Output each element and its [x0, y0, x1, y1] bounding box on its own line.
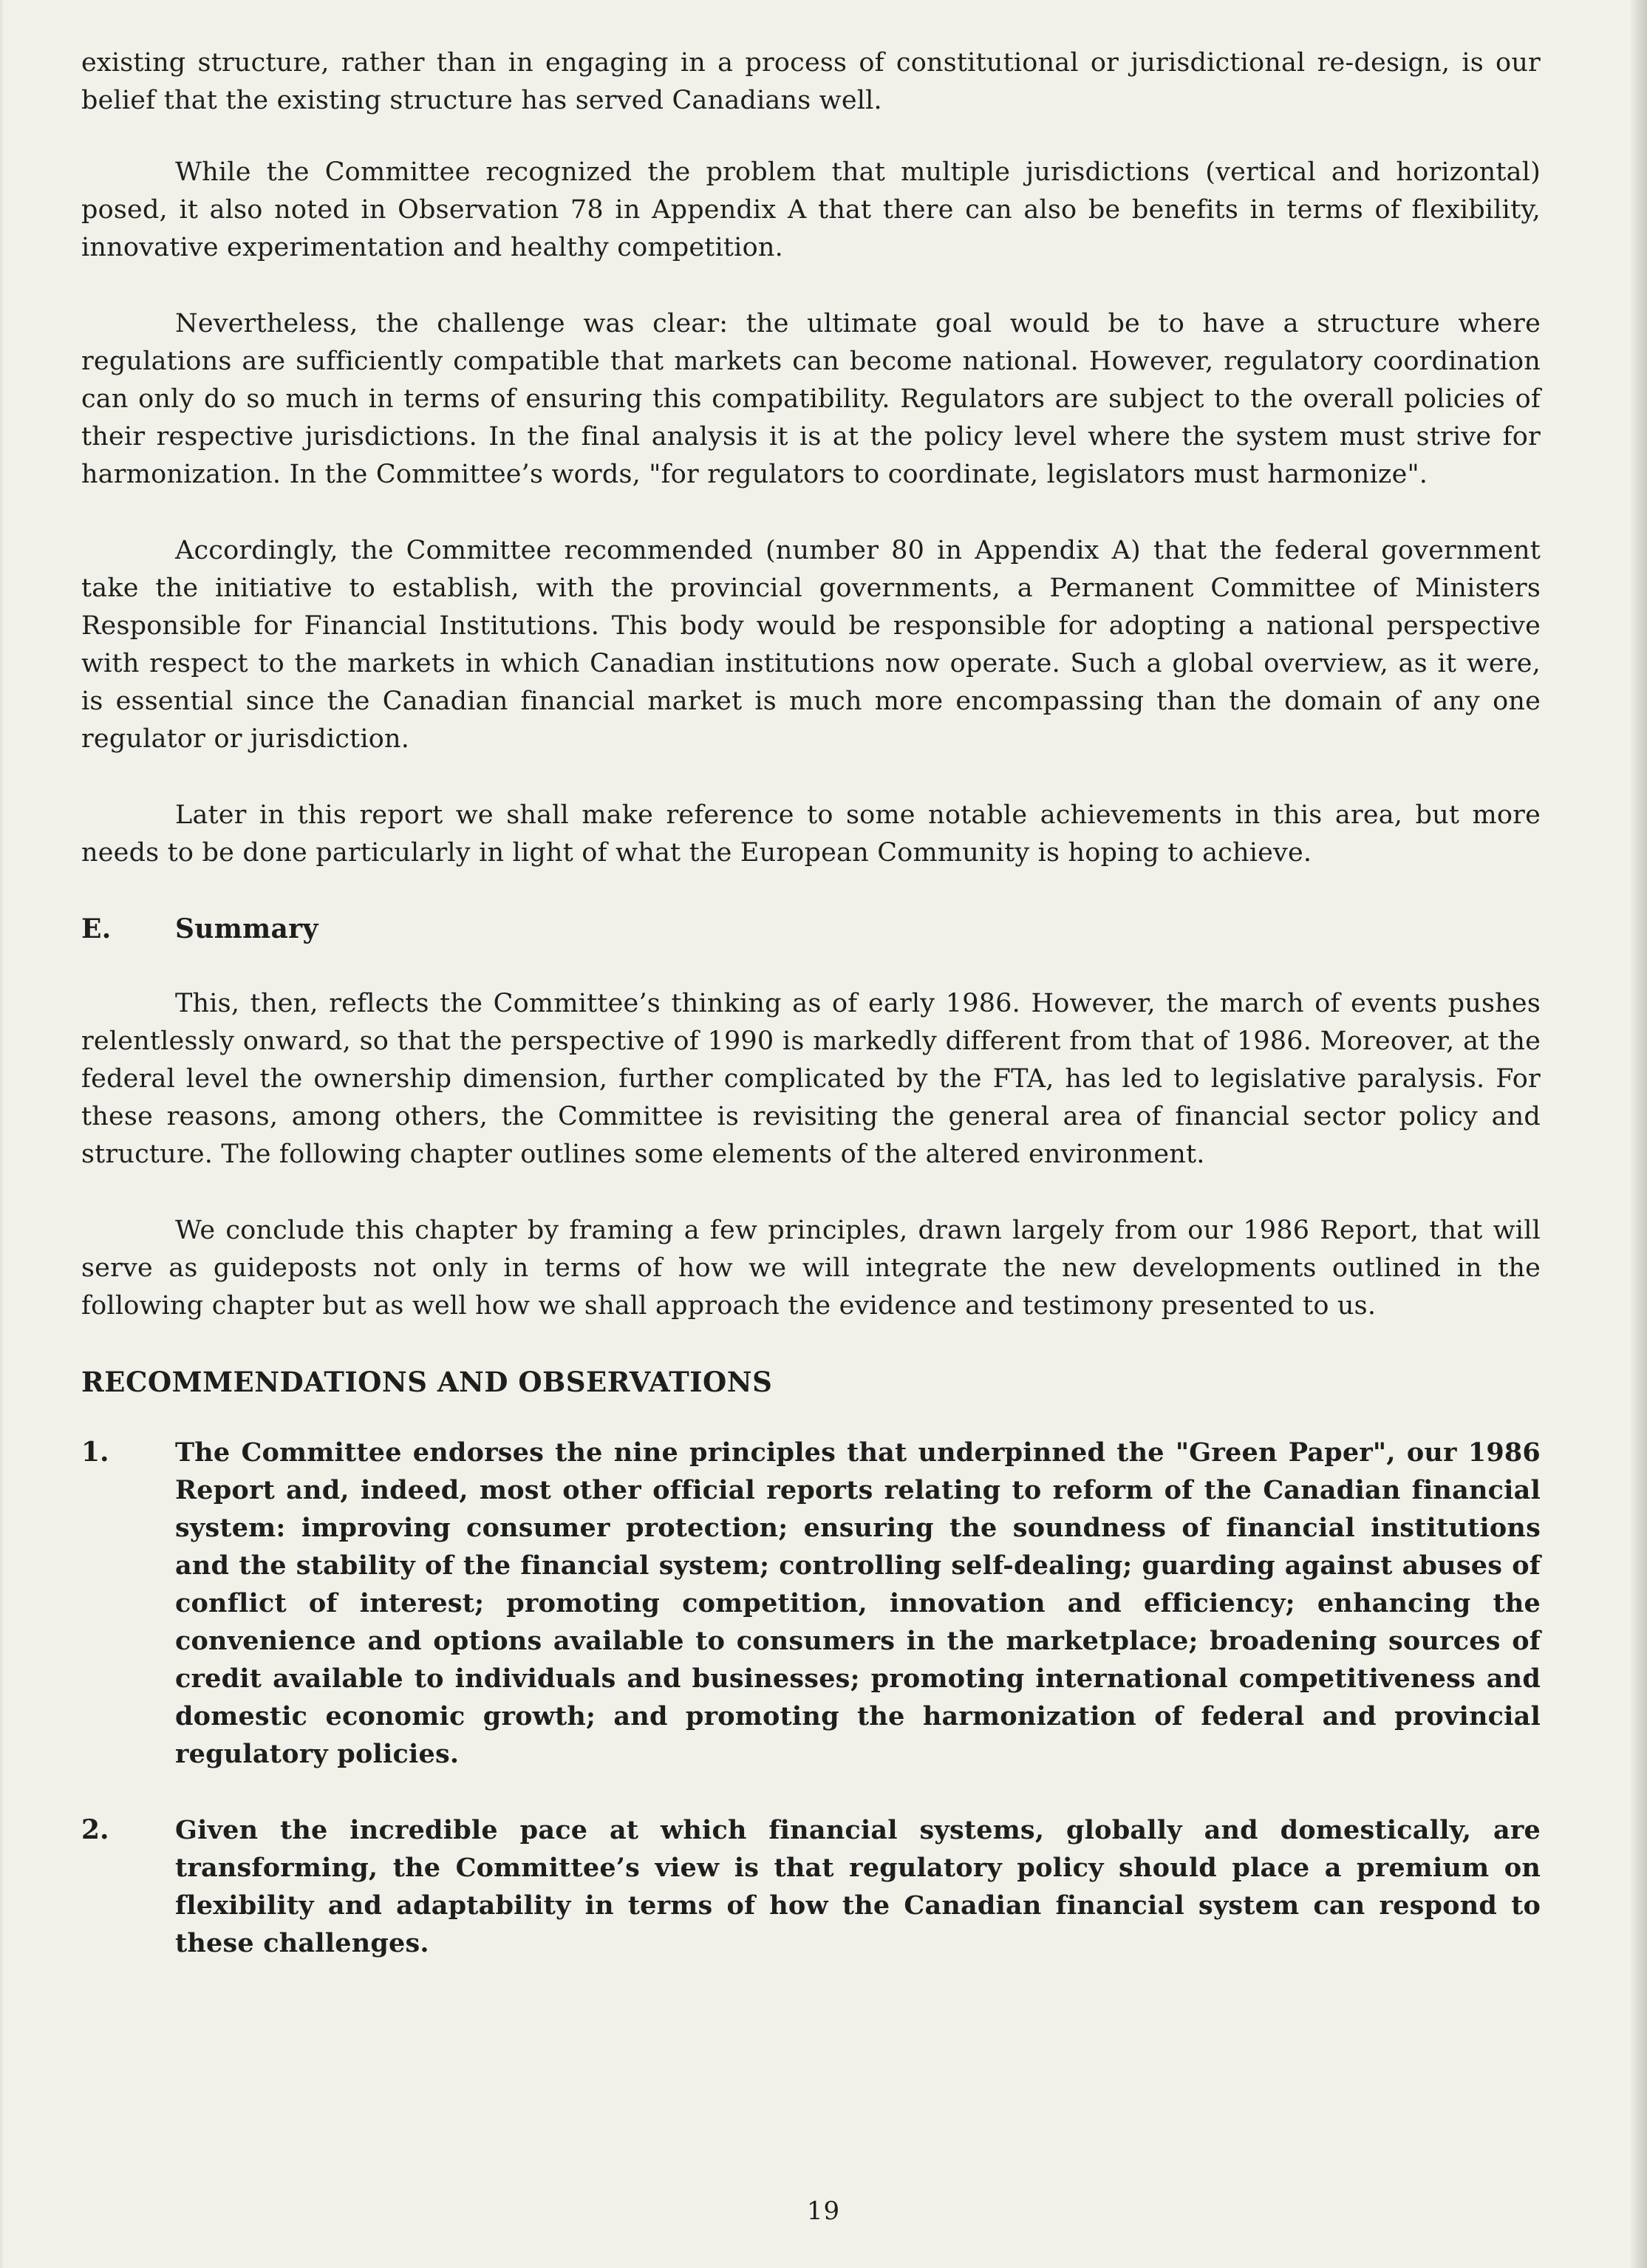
paragraph-continuation: existing structure, rather than in engaging in a process of constitutional or jurisdictional re-design, is our belief that the existing structure has served Canadians well.	[81, 48, 1541, 115]
recommendation-item	[81, 1434, 1541, 1773]
page-edge-left	[0, 0, 4, 2268]
recommendation-text: The Committee endorses the nine principles that underpinned the "Green Paper", our 1986 Report and, indeed, most other official reports relating to reform of the Canadian financial system: improving consumer protection; ensuring the soundness of financial institutions and the stability of the financial system; controlling self-dealing; guarding against abuses of conflict of interest; promoting competition, innovation and efficiency; enhancing the convenience and options available to consumers in the marketplace; broadening sources of credit available to individuals and businesses; promoting international competitiveness and domestic economic growth; and promoting the harmonization of federal and provincial regulatory policies.	[175, 1437, 1541, 1769]
paragraph-multiple-jurisdictions: While the Committee recognized the problem that multiple jurisdictions (vertical and horizontal) posed, it also noted in Observation 78 in Appendix A that there can also be benefits in terms of flexibility, innovative experimentation and healthy competition.	[81, 157, 1541, 262]
section-e-letter: E.	[81, 913, 112, 944]
page-edge-right	[1631, 0, 1647, 2268]
recommendations-heading: RECOMMENDATIONS AND OBSERVATIONS	[81, 1366, 773, 1398]
paragraph-permanent-committee: Accordingly, the Committee recommended (number 80 in Appendix A) that the federal government take the initiative to establish, with the provincial governments, a Permanent Committee of Ministers Responsible for Financial Institutions. This body would be responsible for adopting a national perspective with respect to the markets in which Canadian institutions now operate. Such a global overview, as it were, is essential since the Canadian financial market is much more encompassing than the domain of any one regulator or jurisdiction.	[81, 536, 1541, 754]
paragraph-european-community: Later in this report we shall make reference to some notable achievements in this area, but more needs to be done particularly in light of what the European Community is hoping to achieve.	[81, 800, 1541, 868]
paragraph-summary-2: We conclude this chapter by framing a few principles, drawn largely from our 1986 Report, that will serve as guideposts not only in terms of how we will integrate the new developments outlined in the following chapter but as well how we shall approach the evidence and testimony presented to us.	[81, 1216, 1541, 1321]
recommendation-text: Given the incredible pace at which financial systems, globally and domestically, are transforming, the Committee’s view is that regulatory policy should place a premium on flexibility and adaptability in terms of how the Canadian financial system can respond to these challenges.	[175, 1815, 1541, 1958]
paragraph-summary-1: This, then, reflects the Committee’s thinking as of early 1986. However, the march of events pushes relentlessly onward, so that the perspective of 1990 is markedly different from that of 1986. Moreover, at the federal level the ownership dimension, further complicated by the FTA, has led to legislative paralysis. For these reasons, among others, the Committee is revisiting the general area of financial sector policy and structure. The following chapter outlines some elements of the altered environment.	[81, 989, 1541, 1169]
section-e-heading	[81, 910, 1541, 948]
recommendation-number: 2.	[81, 1814, 109, 1845]
paragraph-harmonization: Nevertheless, the challenge was clear: the ultimate goal would be to have a structure where regulations are sufficiently compatible that markets can become national. However, regulatory coordination can only do so much in terms of ensuring this compatibility. Regulators are subject to the overall policies of their respective jurisdictions. In the final analysis it is at the policy level where the system must strive for harmonization. In the Committee’s words, "for regulators to coordinate, legislators must harmonize".	[81, 309, 1541, 489]
recommendation-number: 1.	[81, 1437, 109, 1468]
section-e-title: Summary	[175, 913, 318, 944]
document-body	[81, 44, 1541, 2000]
recommendation-item	[81, 1811, 1541, 1962]
page-number: 19	[806, 2196, 841, 2226]
